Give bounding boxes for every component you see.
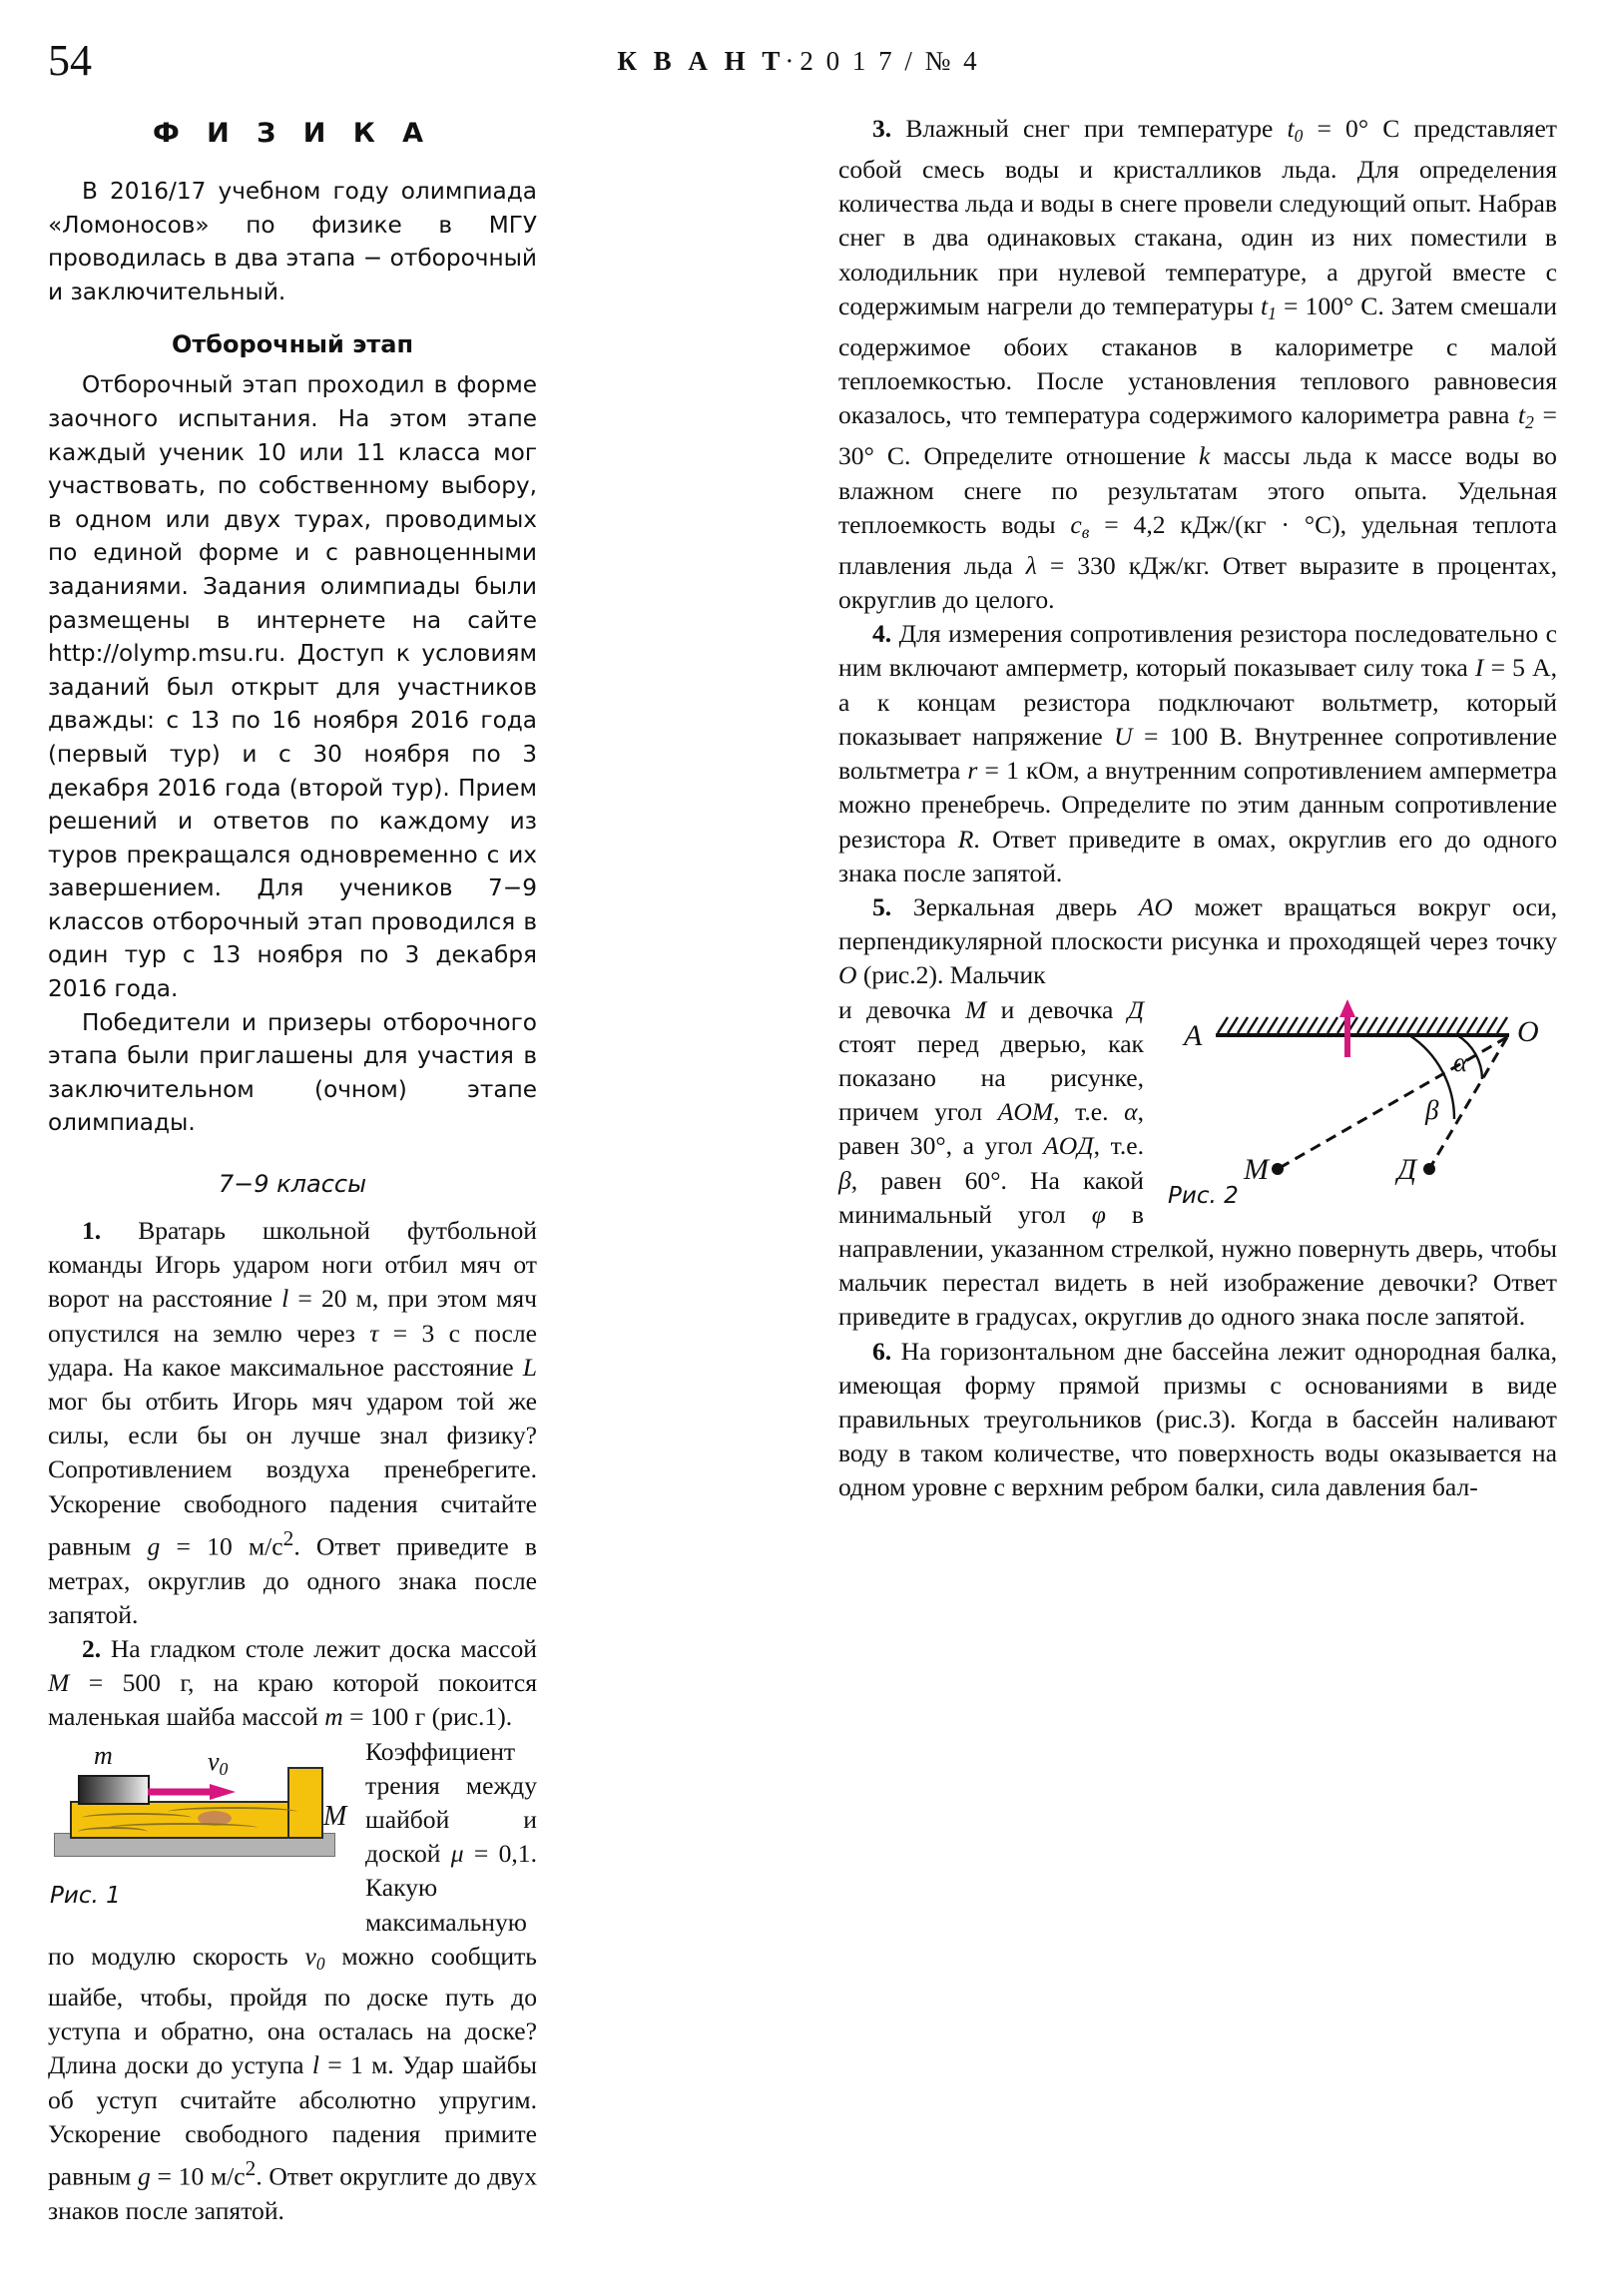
page-number: 54 xyxy=(48,36,92,85)
problem-3-var-t2-letter: t xyxy=(1518,400,1526,430)
problem-2-eq1: = xyxy=(69,1668,123,1698)
problem-5-head xyxy=(838,890,1557,993)
journal-title-line xyxy=(0,44,1597,78)
problem-3-seg5: массы льда к массе воды во влажном снеге по результатам этого опыта. Удельная теплоемкость воды xyxy=(838,441,1557,539)
figure-1-velocity-arrow xyxy=(148,1782,238,1807)
problem-5-seg3: (рис.2). Мальчик xyxy=(856,960,1046,990)
problem-5-seg4: и девочка xyxy=(838,994,966,1024)
problem-3-var-k: k xyxy=(1198,441,1211,471)
problem-2-val-g: 10 xyxy=(178,2161,205,2191)
intro-paragraph-3: Победители и призеры отборочного этапа были приглашены для участия в заключительном (очном) этапе олимпиады. xyxy=(48,1008,537,1137)
problem-2-var-g: g xyxy=(138,2161,151,2191)
column-left xyxy=(48,118,537,2228)
subhead-selection-stage: Отборочный этап xyxy=(171,330,414,359)
problem-2-eq3: = xyxy=(463,1839,499,1869)
problem-5-seg8: , а угол xyxy=(945,1131,1044,1161)
problem-2-seg4: можно сообщить шайбе, чтобы, пройдя по доске путь до уступа и обратно, она осталась на доске? Длина доски до уступа xyxy=(48,1941,537,2080)
problem-4-var-U: U xyxy=(1114,721,1133,751)
problem-2-seg5: . Ответ округлите до двух знаков после запятой. xyxy=(48,2161,537,2225)
intro-paragraph-1: В 2016/17 учебном году олимпиада «Ломоносов» по физике в МГУ проводилась в два этапа − отборочный и заключительный. xyxy=(48,178,537,305)
problem-4 xyxy=(838,617,1557,890)
problem-1 xyxy=(48,1214,537,1632)
problem-3-var-t2-sub: 2 xyxy=(1525,412,1534,433)
problem-2-val-M: 500 xyxy=(122,1668,161,1698)
problem-4-number: 4. xyxy=(872,619,892,649)
figure-2-label-M: M xyxy=(1244,1152,1269,1186)
problem-4-var-r: r xyxy=(967,756,978,786)
problem-4-eq3: = xyxy=(977,756,1007,786)
problem-1-number: 1. xyxy=(82,1216,102,1246)
figure-2-svg xyxy=(1158,997,1557,1212)
problem-1-var-l: l xyxy=(281,1284,289,1314)
problem-3-var-t2 xyxy=(1518,400,1534,433)
problem-2-var-v0-letter: v xyxy=(304,1941,316,1971)
figure-2-label-beta: β xyxy=(1425,1094,1439,1125)
problem-1-seg1: Вратарь школьной футбольной команды Игорь ударом ноги отбил мяч от ворот на расстояние xyxy=(48,1216,537,1314)
problem-6-number: 6. xyxy=(872,1336,892,1366)
problem-2-eq2: = xyxy=(342,1702,370,1732)
problem-3-var-c-sub: в xyxy=(1081,521,1090,542)
problem-5-var-phi: φ xyxy=(1091,1199,1106,1229)
problem-5-seg1: Зеркальная дверь xyxy=(912,891,1139,921)
problem-5-var-AOD: AOД xyxy=(1043,1131,1094,1161)
problem-3-var-t1 xyxy=(1261,290,1277,323)
problem-3-var-c xyxy=(1070,509,1090,542)
figure-2-wrapper xyxy=(1158,997,1557,1212)
problem-3-eq3: = xyxy=(1533,400,1557,430)
problem-4-seg5: . Ответ приведите в омах, округлив его до одного знака после запятой. xyxy=(838,824,1557,887)
problem-1-eq2: = xyxy=(378,1318,422,1348)
column-right xyxy=(838,112,1557,1505)
problem-2-val-l: 1 xyxy=(350,2050,363,2080)
journal-issue: 2 0 1 7 / № 4 xyxy=(799,46,980,76)
problem-3-number: 3. xyxy=(872,114,892,143)
problem-3-eq4: = xyxy=(1089,509,1134,539)
problem-5-seg2: может вращаться вокруг оси, перпендикулярной плоскости рисунка и проходящей через точку xyxy=(838,891,1557,956)
problem-5-var-beta: β xyxy=(838,1165,851,1195)
figure-1-label-v0-letter: v xyxy=(208,1746,220,1776)
problem-2-sup-g: 2 xyxy=(245,2155,257,2180)
problem-4-var-R: R xyxy=(957,824,974,854)
section-title: Ф И З И К А xyxy=(152,118,433,149)
problem-4-seg2: , а к концам резистора подключают вольтметр, который показывает напряжение xyxy=(838,653,1557,751)
problem-3 xyxy=(838,112,1557,617)
problem-1-eq3: = xyxy=(160,1531,208,1561)
problem-2-var-mu: μ xyxy=(450,1839,464,1869)
problem-3-seg1: Влажный снег при температуре xyxy=(905,114,1288,143)
problem-5-var-O: O xyxy=(838,960,857,990)
problem-2-seg1: На гладком столе лежит доска массой xyxy=(110,1634,537,1663)
problem-2-eq4: = xyxy=(318,2050,350,2080)
problem-3-seg6: , удельная теплота плавления льда xyxy=(838,509,1557,580)
problem-4-val-r: 1 xyxy=(1006,756,1019,786)
problem-1-unit-g: м/с xyxy=(232,1531,283,1561)
problem-1-var-g: g xyxy=(147,1531,161,1561)
problem-5-seg11: . На какой минимальный угол xyxy=(838,1165,1145,1229)
problem-4-eq1: = xyxy=(1483,653,1513,683)
problem-5-val-beta: 60° xyxy=(964,1165,1001,1195)
problem-1-val-l: 20 xyxy=(320,1284,347,1314)
problem-2-val-mu: 0,1 xyxy=(498,1839,531,1869)
figure-2-label-A: A xyxy=(1184,1018,1203,1052)
problem-4-var-I: I xyxy=(1474,653,1484,683)
problem-1-var-L: L xyxy=(522,1352,537,1382)
problem-4-unit-r: кОм xyxy=(1018,756,1074,786)
problem-2-var-l: l xyxy=(311,2050,319,2080)
problem-1-val-g: 10 xyxy=(207,1531,233,1561)
problem-3-eq5: = xyxy=(1036,550,1078,580)
problem-2-eq5: = xyxy=(150,2161,179,2191)
problem-3-val-t0: 0° С xyxy=(1345,114,1400,143)
figure-2-label-O: O xyxy=(1517,1014,1539,1048)
problem-1-eq1: = xyxy=(288,1284,321,1314)
problem-3-val-c: 4,2 кДж/(кг · °С) xyxy=(1133,509,1340,539)
runhead-separator: · xyxy=(785,46,800,76)
intro-block xyxy=(48,175,537,308)
problem-5-var-M: M xyxy=(965,994,987,1024)
problem-3-eq2: = xyxy=(1276,290,1306,320)
problem-2-seg3: . Какую максимальную по модулю скорость xyxy=(48,1839,538,1971)
problem-5-var-AOM: AOM xyxy=(997,1097,1054,1127)
grade-heading: 7−9 классы xyxy=(218,1170,367,1199)
problem-5-seg5: стоят перед дверью, как показано на рисунке, причем угол xyxy=(838,1028,1144,1127)
problem-5-val-alpha: 30° xyxy=(909,1131,946,1161)
figure-1-wood-grain xyxy=(168,1807,297,1817)
intro-paragraph-2: Отборочный этап проходил в форме заочного испытания. На этом этапе каждый ученик 10 или 11 класса мог участвовать, по собственному выбору, в одном или двух турах, проводимых по единой форме и с равноценными заданиями. Задания олимпиады были размещены в интернете на сайте http://olymp.msu.ru. Доступ к условиям заданий был открыт для участников дважды: с 13 по 16 ноября 2016 года (первый тур) и с 30 ноября по 3 декабря 2016 года (второй тур). Прием решений и ответов по каждому из туров прекращался одновременно с их завершением. Для учеников 7−9 классов отборочный этап проводился в один тур с 13 ноября по 3 декабря 2016 года. xyxy=(48,371,537,1003)
problem-2-unit-m: г (рис.1). xyxy=(408,1702,513,1732)
problem-3-seg3: . Затем смешали содержимое обоих стаканов в калориметре с малой теплоемкостью. После установления теплового равновесия оказалось, что температура содержимого калориметра равна xyxy=(838,290,1557,430)
journal-title: К В А Н Т xyxy=(617,46,786,76)
problem-4-eq2: = xyxy=(1132,721,1170,751)
figure-1-caption: Рис. 1 xyxy=(50,1882,121,1909)
problem-2-var-m: m xyxy=(324,1702,343,1732)
problem-5-seg9: , т.е. xyxy=(1093,1131,1145,1161)
problem-4-unit-U: В xyxy=(1208,721,1237,751)
figure-1-label-M: M xyxy=(323,1800,347,1832)
problem-3-seg4: . Определите отношение xyxy=(903,441,1199,471)
problem-3-var-lambda: λ xyxy=(1025,550,1037,580)
figure-1-ledge xyxy=(287,1767,323,1837)
problem-3-var-t0-sub: 0 xyxy=(1294,125,1304,146)
problem-3-var-t0-letter: t xyxy=(1287,114,1295,143)
problem-5-and: и девочка xyxy=(986,994,1128,1024)
figure-1-label-v0 xyxy=(208,1747,228,1780)
problem-1-seg3: . Ответ приведите в метрах, округлив до одного знака после запятой. xyxy=(48,1531,537,1629)
problem-2-seg2: Коэффициент трения между шайбой и доской xyxy=(365,1736,537,1869)
problem-3-var-c-letter: c xyxy=(1070,509,1082,539)
running-head xyxy=(0,38,1597,84)
problem-2-var-M: M xyxy=(48,1668,70,1698)
figure-1-puck xyxy=(78,1775,150,1805)
problem-1-var-tau: τ xyxy=(369,1318,379,1348)
problem-6-text: На горизонтальном дне бассейна лежит однородная балка, имеющая форму прямой призмы с основаниями в виде правильных треугольников (рис.3). Когда в бассейн наливают воду в таком количестве, что поверхность воды оказывается на одном уровне с верхним ребром балки, сила давления бал- xyxy=(838,1336,1557,1502)
figure-1-label-v0-sub: 0 xyxy=(219,1758,229,1779)
problem-4-val-I: 5 xyxy=(1512,653,1525,683)
problem-2-head xyxy=(48,1632,537,1735)
problem-4-seg3: . Внутреннее сопротивление вольтметра xyxy=(838,721,1557,786)
problem-2-unit-l: м. Удар шайбы об уступ считайте абсолютно упругим. Ускорение свободного падения примите равным xyxy=(48,2050,537,2191)
problem-2-unit-M: г, на краю которой покоится маленькая шайба массой xyxy=(48,1668,537,1732)
problem-1-val-tau: 3 xyxy=(421,1318,435,1348)
problem-3-var-t1-letter: t xyxy=(1261,290,1269,320)
problem-4-seg4: , а внутренним сопротивлением амперметра можно пренебречь. Определите по этим данным сопротивление резистора xyxy=(838,756,1558,854)
problem-5-var-alpha: α xyxy=(1124,1097,1138,1127)
problem-1-seg2: мог бы отбить Игорь мяч ударом той же силы, если бы он лучше знал физику? Сопротивлением воздуха пренебрегите. Ускорение свободного падения считайте равным xyxy=(48,1387,537,1561)
problem-3-val-t2: 30° С xyxy=(838,441,904,471)
problem-5-seg6: , т.е. xyxy=(1053,1097,1125,1127)
problem-4-val-U: 100 xyxy=(1169,721,1209,751)
problem-2-unit-g: м/с xyxy=(204,2161,246,2191)
figure-2 xyxy=(1158,997,1557,1212)
problem-5-seg12: в направлении, указанном стрелкой, нужно повернуть дверь, чтобы мальчик перестал видеть в ней изображение девочки? Ответ приведите в градусах, округлив до одного знака после запятой. xyxy=(838,1199,1557,1332)
problem-3-val-t1: 100° С xyxy=(1305,290,1378,320)
figure-1 xyxy=(48,1741,347,1867)
problem-3-eq1: = xyxy=(1303,114,1346,143)
figure-1-label-m: m xyxy=(94,1740,113,1770)
figure-2-caption: Рис. 2 xyxy=(1168,1182,1239,1209)
intro-block-2 xyxy=(48,368,537,1140)
problem-3-seg2: представляет собой смесь воды и кристалликов льда. Для определения количества льда и воды в снеге провели следующий опыт. Набрав снег в два одинаковых стакана, один из них поместили в холодильник при нулевой температуре, а другой вместе с содержимым нагрели до температуры xyxy=(838,114,1557,320)
figure-2-label-alpha: α xyxy=(1453,1046,1468,1077)
problem-2-var-v0-sub: 0 xyxy=(315,1953,325,1974)
problem-2-var-v0 xyxy=(304,1941,325,1974)
problem-2-number: 2. xyxy=(82,1634,102,1663)
figure-1-wood-grain xyxy=(78,1827,148,1837)
problem-6 xyxy=(838,1335,1557,1505)
problem-5-seg10: , равен xyxy=(850,1165,965,1195)
problem-1-unit-l: м, при этом мяч опустился на землю через xyxy=(48,1284,537,1348)
problem-3-var-t0 xyxy=(1287,114,1304,146)
problem-3-val-lambda: 330 кДж/кг xyxy=(1077,550,1204,580)
problem-1-unit-tau: с после удара. На какое максимальное расстояние xyxy=(48,1318,537,1382)
problem-3-var-t1-sub: 1 xyxy=(1268,302,1277,323)
problem-5-var-D: Д xyxy=(1127,994,1144,1024)
problem-4-seg1: Для измерения сопротивления резистора последовательно с ним включают амперметр, который показывает силу тока xyxy=(838,619,1557,683)
figure-2-label-D: Д xyxy=(1397,1152,1417,1186)
problem-3-seg7: . Ответ выразите в процентах, округлив до целого. xyxy=(838,550,1558,615)
problem-5-seg7: , равен xyxy=(838,1097,1144,1161)
problem-5-number: 5. xyxy=(872,891,892,921)
problem-1-sup-g: 2 xyxy=(282,1525,294,1550)
problem-4-unit-I: А xyxy=(1524,653,1551,683)
problem-2-val-m: 100 xyxy=(369,1702,409,1732)
figure-1-wrapper xyxy=(48,1741,347,1909)
problem-5-var-AO: AO xyxy=(1138,891,1173,921)
